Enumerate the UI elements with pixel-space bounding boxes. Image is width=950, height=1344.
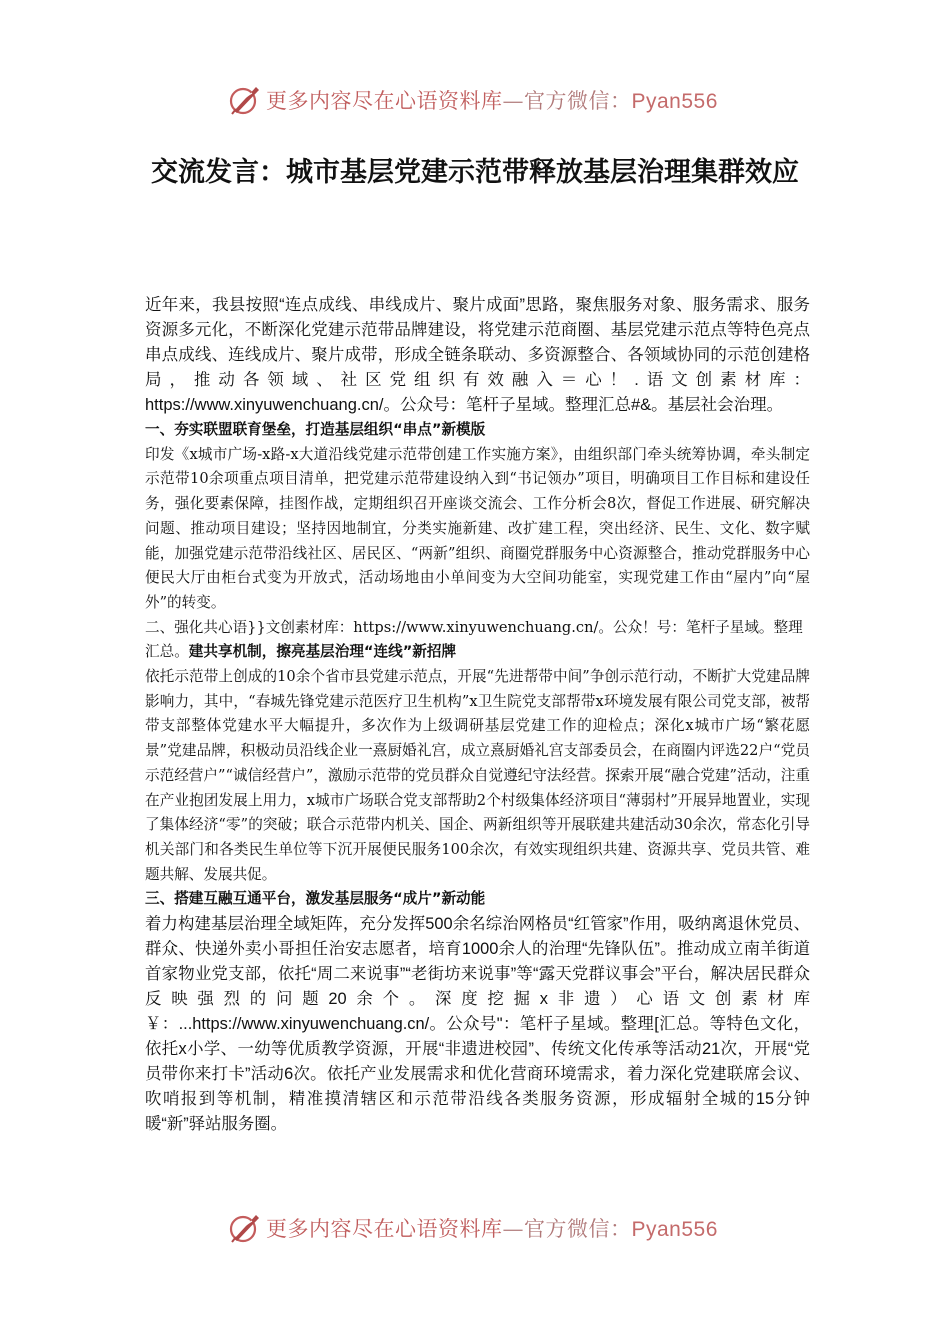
section-2-heading-part2: 建共享机制，擦亮基层治理“连线”新招牌 (188, 643, 457, 661)
section-1-heading: 一、夯实联盟联育堡垒，打造基层组织“串点”新模版 (145, 421, 486, 438)
section-3-body: 着力构建基层治理全域矩阵，充分发挥500余名综治网格员“红管家”作用，吸纳离退休党员、群众、快递外卖小哥担任治安志愿者，培育1000余人的治理“先锋队伍”。推动成立南羊街道首家物业党支部，依托“周二来说事”“老街坊来说事”等“露天党群议事会”平台，解决居民群众反映强烈的问题20余个。深度挖掘x非遗）心语文创素材库￥：...https://www.xinyuwenchuang.cn/。公众号"：笔杆子星域。整理[汇总。等特色文化，依托x小学、一幼等优质教学资源，开展“非遗进校园”、传统文化传承等活动21次，开展“党员带你来打卡”活动6次。依托产业发展需求和优化营商环境需求，着力深化党建联席会议、吹哨报到等机制，精准摸清辖区和示范带沿线各类服务资源，形成辐射全城的15分钟暖“新”驿站服务圈。 (145, 915, 810, 1134)
header-banner[interactable] (0, 80, 950, 120)
banner-wechat-id: Pyan556 (631, 1218, 718, 1241)
banner-dash: — (502, 89, 524, 113)
footer-banner[interactable] (0, 1208, 950, 1248)
section-2-body: 依托示范带上创成的10余个省市县党建示范点，开展“先进帮带中间”争创示范行动，不断扩大党建品牌影响力，其中，“春城先锋党建示范医疗卫生机构”x卫生院党支部帮带x环境发展有限公司党支部，被帮带支部整体党建水平大幅提升，多次作为上级调研基层党建工作的迎检点；深化x城市广场“繁花愿景”党建品牌，积极动员沿线企业一熹厨婚礼宫，成立熹厨婚礼宫支部委员会，在商圈内评选22户“党员示范经营户”“诚信经营户”，激励示范带的党员群众自觉遵纪守法经营。探索开展“融合党建”活动，注重在产业抱团发展上用力，x城市广场联合党支部帮助2个村级集体经济项目“薄弱村”开展异地置业，实现了集体经济“零”的突破；联合示范带内机关、国企、两新组织等开展联建共建活动30余次，常态化引导机关部门和各类民生单位等下沉开展便民服务100余次，有效实现组织共建、资源共享、党员共管、难题共解、发展共促。 (145, 668, 810, 883)
quill-pen-logo-icon (228, 83, 262, 117)
banner-sub-text: 官方微信： (524, 89, 632, 113)
banner-main-text: 更多内容尽在心语资料库 (266, 1217, 503, 1241)
quill-pen-logo-icon (228, 1211, 262, 1245)
document-title: 交流发言：城市基层党建示范带释放基层治理集群效应 (151, 157, 799, 188)
banner-text (266, 1213, 718, 1243)
section-3-heading: 三、搭建互融互通平台，激发基层服务“成片”新动能 (145, 890, 486, 908)
intro-paragraph: 近年来，我县按照“连点成线、串线成片、聚片成面”思路，聚焦服务对象、服务需求、服务资源多元化，不断深化党建示范带品牌建设，将党建示范商圈、基层党建示范点等特色亮点串点成线、连线成片、聚片成带，形成全链条联动、多资源整合、各领域协同的示范创建格局，推动各领域、社区党组织有效融入＝心！.语文创素材库：https://www.xinyuwenchuang.cn/。公众号：笔杆子星域。整理汇总#&。基层社会治理。 (145, 296, 810, 414)
banner-main-text: 更多内容尽在心语资料库 (266, 89, 503, 113)
section-2-heading (145, 616, 810, 665)
banner-wechat-id: Pyan556 (631, 90, 718, 113)
banner-sub-text: 官方微信： (524, 1217, 632, 1241)
document-body (145, 293, 810, 1137)
banner-dash: — (502, 1217, 524, 1241)
banner-text (266, 85, 718, 115)
section-1-body: 印发《x城市广场-x路-x大道沿线党建示范带创建工作实施方案》，由组织部门牵头统筹协调，牵头制定示范带10余项重点项目清单，把党建示范带建设纳入到“书记领办”项目，明确项目工作目标和建设任务，强化要素保障，挂图作战，定期组织召开座谈交流会、工作分析会8次，督促工作进展、研究解决问题、推动项目建设；坚持因地制宜，分类实施新建、改扩建工程，突出经济、民生、文化、数字赋能，加强党建示范带沿线社区、居民区、“两新”组织、商圈党群服务中心资源整合，推动党群服务中心便民大厅由柜台式变为开放式，活动场地由小单间变为大空间功能室，实现党建工作由“屋内”向“屋外”的转变。 (145, 445, 810, 611)
section-2-heading-part1: 二、强化共心语}}文创素材库：https://www.xinyuwenchuang.cn/。公众！号：笔杆子星域。整理汇总。 (145, 618, 803, 661)
